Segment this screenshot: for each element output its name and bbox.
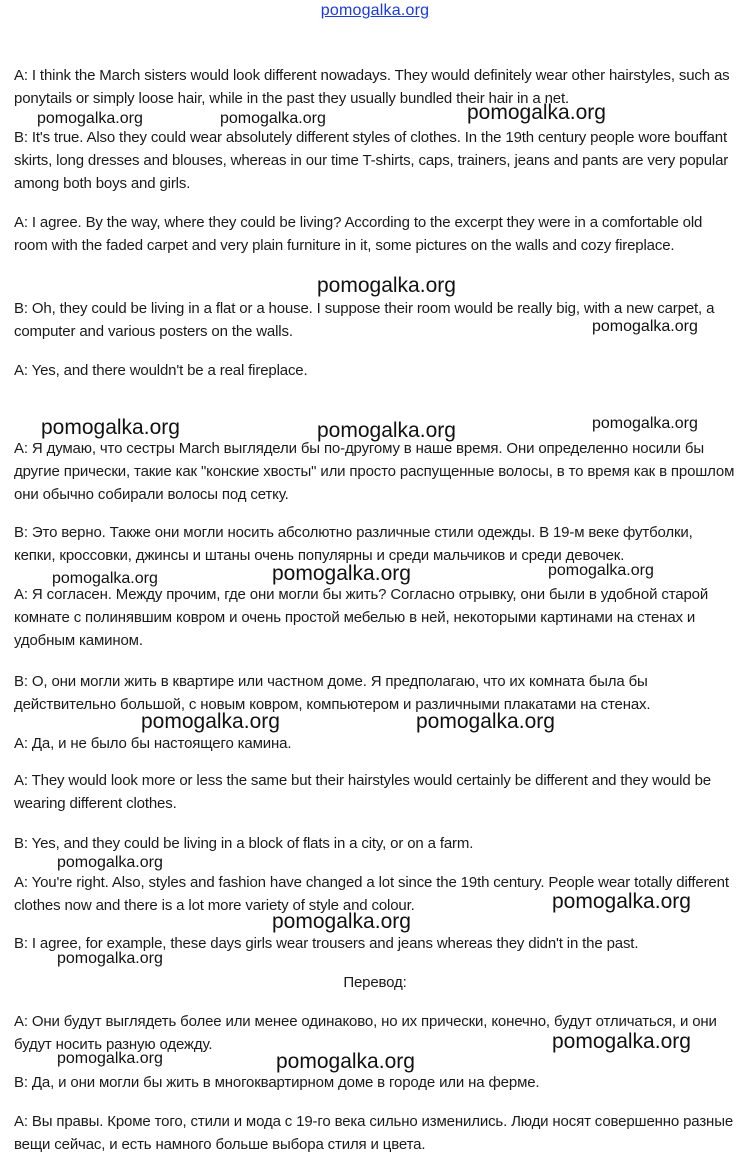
watermark: pomogalka.org xyxy=(41,416,180,439)
paragraph-16: B: Да, и они могли бы жить в многоквартирном доме в городе или на ферме. xyxy=(14,1074,540,1091)
watermark: pomogalka.org xyxy=(548,562,654,579)
watermark: pomogalka.org xyxy=(37,110,143,127)
watermark: pomogalka.org xyxy=(57,854,163,871)
site-header-link[interactable]: pomogalka.org xyxy=(320,2,430,19)
watermark: pomogalka.org xyxy=(416,710,555,733)
paragraph-9: B: О, они могли жить в квартире или частном доме. Я предполагаю, что их комната была бы действительно большой, с новым ковром, компьютером и различными плакатами на стенах. xyxy=(14,673,651,713)
watermark: pomogalka.org xyxy=(317,419,456,442)
paragraph-7: B: Это верно. Также они могли носить абсолютно различные стили одежды. В 19-м веке футболки, кепки, кроссовки, джинсы и штаны очень популярны и среди мальчиков и среди девочек. xyxy=(14,524,693,564)
watermark: pomogalka.org xyxy=(220,110,326,127)
paragraph-8: A: Я согласен. Между прочим, где они могли бы жить? Согласно отрывку, они были в удобной старой комнате с полинявшим ковром и очень простой мебелью в ней, некоторыми картинами на стенах и удобным камином. xyxy=(14,586,709,649)
paragraph-6: A: Я думаю, что сестры March выглядели бы по-другому в наше время. Они определенно носили бы другие прически, такие как "конские хвосты" или просто распущенные волосы, в то время как в прошлом они обычно собирали волосы под сетку. xyxy=(14,440,735,503)
watermark: pomogalka.org xyxy=(272,562,411,585)
paragraph-4: B: Oh, they could be living in a flat or a house. I suppose their room would be really big, with a new carpet, a computer and various posters on the walls. xyxy=(14,300,715,340)
watermark: pomogalka.org xyxy=(552,890,691,913)
watermark: pomogalka.org xyxy=(276,1050,415,1073)
paragraph-10: A: Да, и не было бы настоящего камина. xyxy=(14,735,292,752)
watermark: pomogalka.org xyxy=(552,1030,691,1053)
paragraph-11: A: They would look more or less the same but their hairstyles would certainly be different and they would be wearing different clothes. xyxy=(14,772,711,812)
watermark: pomogalka.org xyxy=(272,910,411,933)
watermark: pomogalka.org xyxy=(592,318,698,335)
watermark: pomogalka.org xyxy=(467,101,606,124)
paragraph-17: A: Вы правы. Кроме того, стили и мода с 19-го века сильно изменились. Люди носят совершенно разные вещи сейчас, и есть намного больше выбора стиля и цвета. xyxy=(14,1113,734,1153)
paragraph-15: A: Они будут выглядеть более или менее одинаково, но их прически, конечно, будут отличаться, и они будут носить разную одежду. xyxy=(14,1013,717,1053)
paragraph-1: A: I think the March sisters would look different nowadays. They would definitely wear other hairstyles, such as ponytails or simply loose hair, while in the past they usually bundled their hair in a net. xyxy=(14,67,730,107)
paragraph-2: B: It's true. Also they could wear absolutely different styles of clothes. In the 19th century people wore bouffant skirts, long dresses and blouses, whereas in our time T-shirts, caps, trainers, jeans and pants are very popular among both boys and girls. xyxy=(14,129,729,192)
watermark: pomogalka.org xyxy=(317,274,456,297)
paragraph-13: A: You're right. Also, styles and fashion have changed a lot since the 19th century. People wear totally different clothes now and there is a lot more variety of style and colour. xyxy=(14,874,729,914)
paragraph-12: B: Yes, and they could be living in a block of flats in a city, or on a farm. xyxy=(14,835,474,852)
paragraph-5: A: Yes, and there wouldn't be a real fireplace. xyxy=(14,362,308,379)
watermark: pomogalka.org xyxy=(141,710,280,733)
watermark: pomogalka.org xyxy=(52,570,158,587)
translation-heading: Перевод: xyxy=(343,974,407,991)
watermark: pomogalka.org xyxy=(57,1050,163,1067)
paragraph-14: B: I agree, for example, these days girls wear trousers and jeans whereas they didn't in the past. xyxy=(14,935,639,952)
watermark: pomogalka.org xyxy=(592,415,698,432)
paragraph-3: A: I agree. By the way, where they could be living? According to the excerpt they were in a comfortable old room with the faded carpet and very plain furniture in it, some pictures on the walls and cozy fireplace. xyxy=(14,214,703,254)
watermark: pomogalka.org xyxy=(57,950,163,967)
